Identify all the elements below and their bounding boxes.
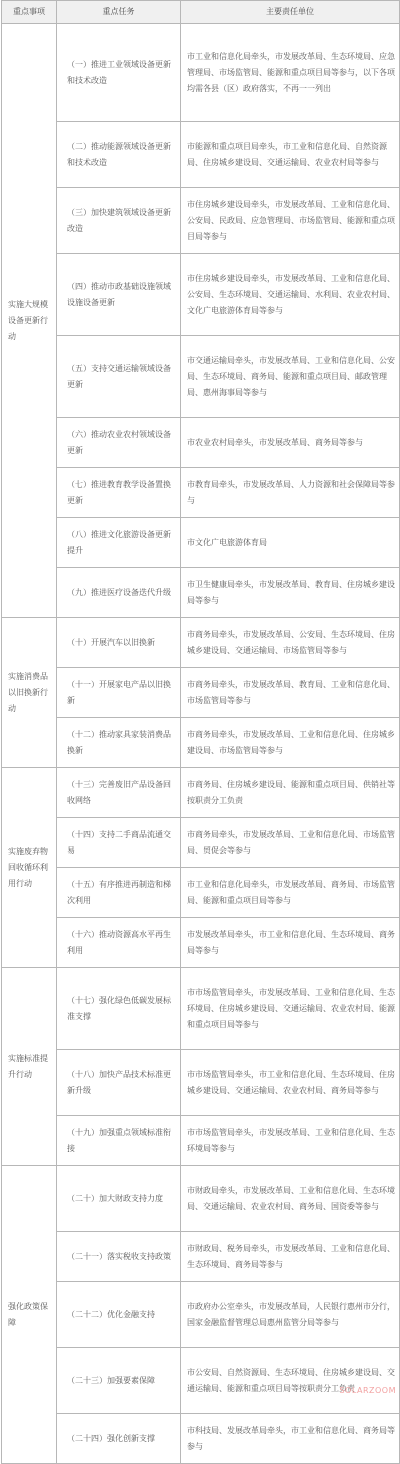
responsible-unit-cell: 市商务局牵头，市发展改革局、工业和信息化局、住房城乡建设局、市场监管局等参与 — [181, 718, 400, 768]
responsible-unit-cell: 市政府办公室牵头，市发展改革局，人民银行惠州市分行，国家金融监督管理总局惠州监管分局等参与 — [181, 1282, 400, 1348]
task-cell: （三）加快建筑领域设备更新改造 — [57, 188, 181, 254]
category-cell: 实施消费品以旧换新行动 — [2, 618, 57, 768]
table-row — [2, 254, 400, 336]
responsible-unit-cell: 市卫生健康局牵头，市发展改革局、教育局、住房城乡建设局等参与 — [181, 568, 400, 618]
task-cell: （九）推进医疗设备迭代升级 — [57, 568, 181, 618]
task-cell: （十二）推动家具家装消费品换新 — [57, 718, 181, 768]
table-header-row — [2, 1, 400, 24]
header-key-item: 重点事项 — [2, 1, 57, 24]
task-cell: （二十二）优化金融支持 — [57, 1282, 181, 1348]
responsible-unit-cell: 市工业和信息化局牵头，市发展改革局、商务局、市场监管局、能源和重点项目局等参与 — [181, 868, 400, 918]
task-cell: （六）推动农业农村领域设备更新 — [57, 418, 181, 468]
responsible-unit-cell: 市商务局、住房城乡建设局、能源和重点项目局、供销社等按职责分工负责 — [181, 768, 400, 818]
responsible-unit-cell: 市商务局牵头，市发展改革局、公安局、生态环境局、住房城乡建设局、交通运输局、市场监管局等参与 — [181, 618, 400, 668]
task-cell: （二十一）落实税收支持政策 — [57, 1232, 181, 1282]
task-cell: （十四）支持二手商品流通交易 — [57, 818, 181, 868]
responsibility-table — [1, 0, 400, 1464]
responsible-unit-cell: 市市场监管局牵头，市发展改革局、工业和信息化局、生态环境局等参与 — [181, 1116, 400, 1166]
table-row — [2, 768, 400, 818]
task-cell: （十八）加快产品技术标准更新升级 — [57, 1050, 181, 1116]
responsible-unit-cell: 市住房城乡建设局牵头，市发展改革局、工业和信息化局、公安局、生态环境局、交通运输局、水利局、农业农村局、文化广电旅游体育局等参与 — [181, 254, 400, 336]
responsible-unit-cell: 市商务局牵头，市发展改革局、教育局、工业和信息化局、市场监管局等参与 — [181, 668, 400, 718]
task-cell: （四）推动市政基础设施领域设施设备更新 — [57, 254, 181, 336]
task-cell: （二十三）加强要素保障 — [57, 1348, 181, 1414]
responsible-unit-cell: 市商务局牵头，市发展改革局、工业和信息化局、市场监管局、贸促会等参与 — [181, 818, 400, 868]
responsible-unit-cell: 市发展改革局牵头，市工业和信息化局、生态环境局、商务局等参与 — [181, 918, 400, 968]
task-cell: （一）推进工业领域设备更新和技术改造 — [57, 24, 181, 122]
table-row — [2, 1232, 400, 1282]
responsible-unit-cell: 市住房城乡建设局牵头，市发展改革局、工业和信息化局、公安局、民政局、应急管理局、市场监管局、能源和重点项目局等参与 — [181, 188, 400, 254]
task-cell: （五）支持交通运输领域设备更新 — [57, 336, 181, 418]
task-cell: （十三）完善废旧产品设备回收网络 — [57, 768, 181, 818]
responsible-unit-cell: 市文化广电旅游体育局 — [181, 518, 400, 568]
table-row — [2, 618, 400, 668]
table-row — [2, 1116, 400, 1166]
task-cell: （十）开展汽车以旧换新 — [57, 618, 181, 668]
watermark-logo: SOLARZOOM — [339, 1386, 396, 1395]
task-cell: （二）推动能源领域设备更新和技术改造 — [57, 122, 181, 188]
table-row — [2, 1050, 400, 1116]
task-cell: （十六）推动资源高水平再生利用 — [57, 918, 181, 968]
table-row — [2, 518, 400, 568]
category-cell: 实施标准提升行动 — [2, 968, 57, 1166]
table-row — [2, 968, 400, 1050]
category-cell: 实施大规模设备更新行动 — [2, 24, 57, 618]
task-cell: （十五）有序推进再制造和梯次利用 — [57, 868, 181, 918]
table-row — [2, 24, 400, 122]
table-row — [2, 668, 400, 718]
task-cell: （十七）强化绿色低碳发展标准支撑 — [57, 968, 181, 1050]
responsible-unit-cell: 市科技局、发展改革局牵头，市工业和信息化局、商务局等参与 — [181, 1414, 400, 1464]
task-cell: （七）推进教育教学设备置换更新 — [57, 468, 181, 518]
task-cell: （十一）开展家电产品以旧换新 — [57, 668, 181, 718]
category-cell: 实施废弃物回收循环利用行动 — [2, 768, 57, 968]
table-row — [2, 568, 400, 618]
table-row — [2, 718, 400, 768]
table-row — [2, 336, 400, 418]
task-cell: （十九）加强重点领域标准衔接 — [57, 1116, 181, 1166]
responsible-unit-cell: 市财政局、税务局牵头，市发展改革局、工业和信息化局、生态环境局、商务局等参与 — [181, 1232, 400, 1282]
responsible-unit-cell: 市教育局牵头，市发展改革局、人力资源和社会保障局等参与 — [181, 468, 400, 518]
responsible-unit-cell: 市农业农村局牵头，市发展改革局、商务局等参与 — [181, 418, 400, 468]
responsible-unit-cell: 市市场监管局牵头，市工业和信息化局、生态环境局、住房城乡建设局、交通运输局、农业农村局、商务局等参与 — [181, 1050, 400, 1116]
responsible-unit-cell: 市交通运输局牵头，市发展改革局、工业和信息化局、公安局、生态环境局、商务局、能源和重点项目局、邮政管理局、惠州海事局等参与 — [181, 336, 400, 418]
header-key-task: 重点任务 — [57, 1, 181, 24]
table-row — [2, 1414, 400, 1464]
task-cell: （八）推进文化旅游设备更新提升 — [57, 518, 181, 568]
table-row — [2, 1166, 400, 1232]
table-row — [2, 1348, 400, 1414]
table-row — [2, 918, 400, 968]
table-row — [2, 188, 400, 254]
task-cell: （二十）加大财政支持力度 — [57, 1166, 181, 1232]
table-row — [2, 818, 400, 868]
responsible-unit-cell: 市财政局牵头，市发展改革局、工业和信息化局、生态环境局、交通运输局、农业农村局、商务局、国资委等参与 — [181, 1166, 400, 1232]
responsible-unit-cell: 市公安局、自然资源局、生态环境局、住房城乡建设局、交通运输局、能源和重点项目局等按职责分工负责 — [181, 1348, 400, 1414]
table-body — [2, 24, 400, 1464]
responsible-unit-cell: 市工业和信息化局牵头，市发展改革局、生态环境局、应急管理局、市场监管局、能源和重点项目局等参与，以下各项均需各县（区）政府落实，不再一一列出 — [181, 24, 400, 122]
table-row — [2, 468, 400, 518]
responsible-unit-cell: 市能源和重点项目局牵头，市工业和信息化局、自然资源局、住房城乡建设局、交通运输局、农业农村局等参与 — [181, 122, 400, 188]
category-cell: 强化政策保障 — [2, 1166, 57, 1464]
table-row — [2, 868, 400, 918]
table-row — [2, 418, 400, 468]
header-responsible-unit: 主要责任单位 — [181, 1, 400, 24]
task-cell: （二十四）强化创新支撑 — [57, 1414, 181, 1464]
responsible-unit-cell: 市市场监管局牵头，市发展改革局、工业和信息化局、生态环境局、住房城乡建设局、交通运输局、农业农村局、能源和重点项目局等参与 — [181, 968, 400, 1050]
table-row — [2, 1282, 400, 1348]
table-row — [2, 122, 400, 188]
